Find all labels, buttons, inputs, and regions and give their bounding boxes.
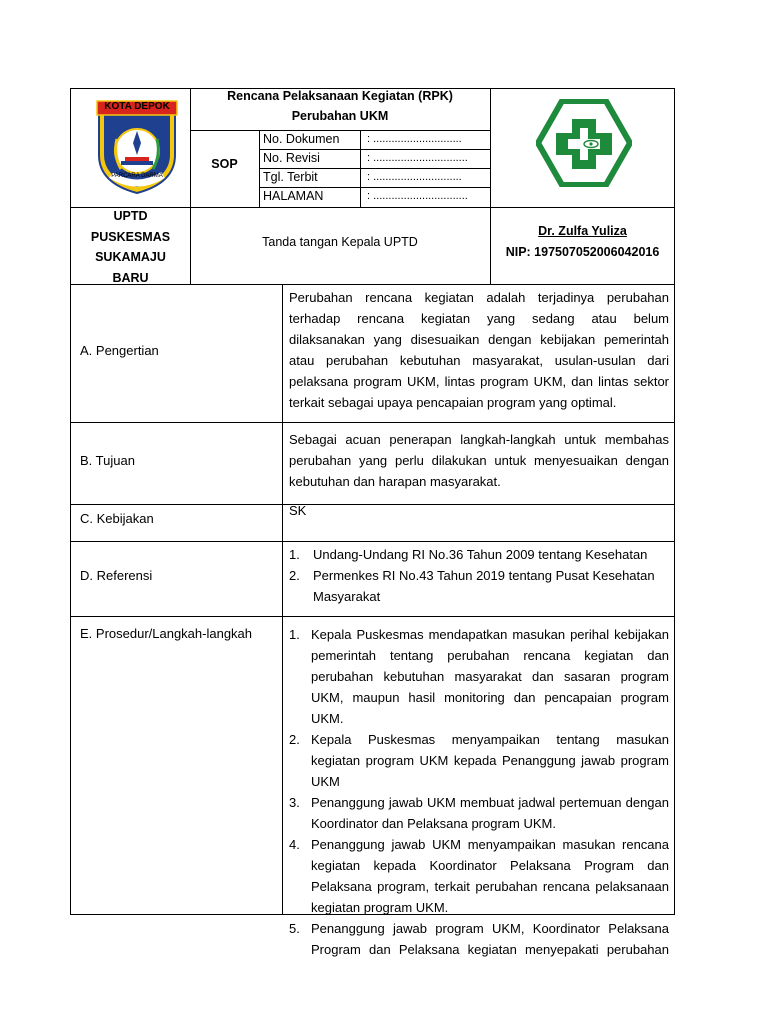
list-number: 3. (289, 795, 300, 810)
logo-banner-text: KOTA DEPOK (104, 101, 170, 112)
list-number: 2. (289, 568, 300, 583)
divider (259, 168, 490, 169)
list-item (289, 792, 669, 834)
divider (71, 616, 675, 617)
list-item (289, 729, 669, 792)
list-item (289, 918, 669, 960)
org-name-line: UPTD (113, 209, 148, 223)
doc-field-value: : ............................... (367, 152, 468, 164)
puskesmas-cross-logo-icon (536, 99, 632, 187)
sop-body-table (70, 284, 675, 957)
sop-label: SOP (211, 157, 238, 171)
list-item-text: Penanggung jawab program UKM, Koordinator Pelaksana Program dan Pelaksana kegiatan menyepakati perubahan (311, 921, 669, 957)
divider (71, 541, 675, 542)
list-number: 4. (289, 837, 300, 852)
document-title-line2: Perubahan UKM (291, 109, 389, 123)
procedure-list (289, 624, 669, 960)
section-label-tujuan: B. Tujuan (80, 453, 135, 468)
divider (190, 89, 191, 207)
list-number: 1. (289, 547, 300, 562)
header-table (70, 88, 675, 285)
divider (71, 504, 675, 505)
divider (282, 284, 283, 914)
head-name: Dr. Zulfa Yuliza (538, 224, 627, 238)
org-name-line: PUSKESMAS (90, 230, 171, 244)
section-label-referensi: D. Referensi (80, 568, 153, 583)
list-item-text: Penanggung jawab UKM membuat jadwal pertemuan dengan Koordinator dan Pelaksana program UKM. (311, 795, 669, 831)
org-name-line: BARU (112, 271, 149, 285)
list-item (289, 544, 669, 565)
list-item-text: Kepala Puskesmas menyampaikan tentang masukan kegiatan program UKM kepada Penanggung jawab program UKM (311, 732, 669, 789)
doc-field-label: No. Dokumen (263, 132, 340, 146)
doc-field-value: : ............................. (367, 133, 462, 145)
list-number: 1. (289, 627, 300, 642)
logo-motto-text: PARCARA DARMA (111, 173, 163, 179)
org-name-line: SUKAMAJU (95, 250, 166, 264)
list-item (289, 834, 669, 918)
list-item-text: Undang-Undang RI No.36 Tahun 2009 tentang Kesehatan (313, 547, 648, 562)
section-text-tujuan: Sebagai acuan penerapan langkah-langkah untuk membahas perubahan yang perlu dilakukan untuk menyesuaikan dengan kebutuhan dan harapan masyarakat. (289, 432, 669, 489)
list-item (289, 565, 669, 607)
section-text-kebijakan: SK (289, 503, 307, 518)
document-title-line1: Rencana Pelaksanaan Kegiatan (RPK) (227, 89, 453, 103)
head-nip: NIP: 197507052006042016 (505, 245, 660, 259)
doc-field-value: : ............................. (367, 171, 462, 183)
kota-depok-emblem-icon (95, 99, 179, 195)
section-label-kebijakan: C. Kebijakan (80, 511, 154, 526)
doc-field-label: No. Revisi (263, 151, 320, 165)
list-number: 2. (289, 732, 300, 747)
divider (259, 187, 490, 188)
divider (190, 130, 490, 131)
list-item-text: Kepala Puskesmas mendapatkan masukan perihal kebijakan pemerintah tentang perubahan rencana kegiatan dan perubahan kebutuhan masyarakat dan sasaran program UKM, maupun hasil monitoring dan pencapaian program UKM. (311, 627, 669, 726)
section-label-pengertian: A. Pengertian (80, 343, 159, 358)
list-item-text: Permenkes RI No.43 Tahun 2019 tentang Pusat Kesehatan Masyarakat (313, 568, 655, 604)
list-item-text: Penanggung jawab UKM menyampaikan masukan rencana kegiatan kepada Koordinator Pelaksana Program dan Pelaksana program, terkait perubahan rencana pelaksanaan kegiatan program UKM. (311, 837, 669, 915)
list-item (289, 624, 669, 729)
signature-caption: Tanda tangan Kepala UPTD (262, 235, 418, 249)
reference-list (289, 544, 669, 607)
divider (360, 131, 361, 207)
divider (259, 149, 490, 150)
divider (71, 422, 675, 423)
divider (259, 131, 260, 207)
doc-field-label: Tgl. Terbit (263, 170, 318, 184)
section-label-prosedur: E. Prosedur/Langkah-langkah (80, 626, 253, 641)
doc-field-label: HALAMAN (263, 189, 324, 203)
section-text-pengertian: Perubahan rencana kegiatan adalah terjadinya perubahan terhadap rencana kegiatan yang sedang atau belum dilaksanakan yang disesuaikan dengan kebijakan pemerintah atau perubahan kebutuhan masyarakat, usulan-usulan dari pelaksana program UKM, lintas program UKM, dan lintas sektor terkait sebagai upaya pencapaian program yang optimal. (289, 290, 669, 410)
list-number: 5. (289, 921, 300, 936)
doc-field-value: : ............................... (367, 190, 468, 202)
